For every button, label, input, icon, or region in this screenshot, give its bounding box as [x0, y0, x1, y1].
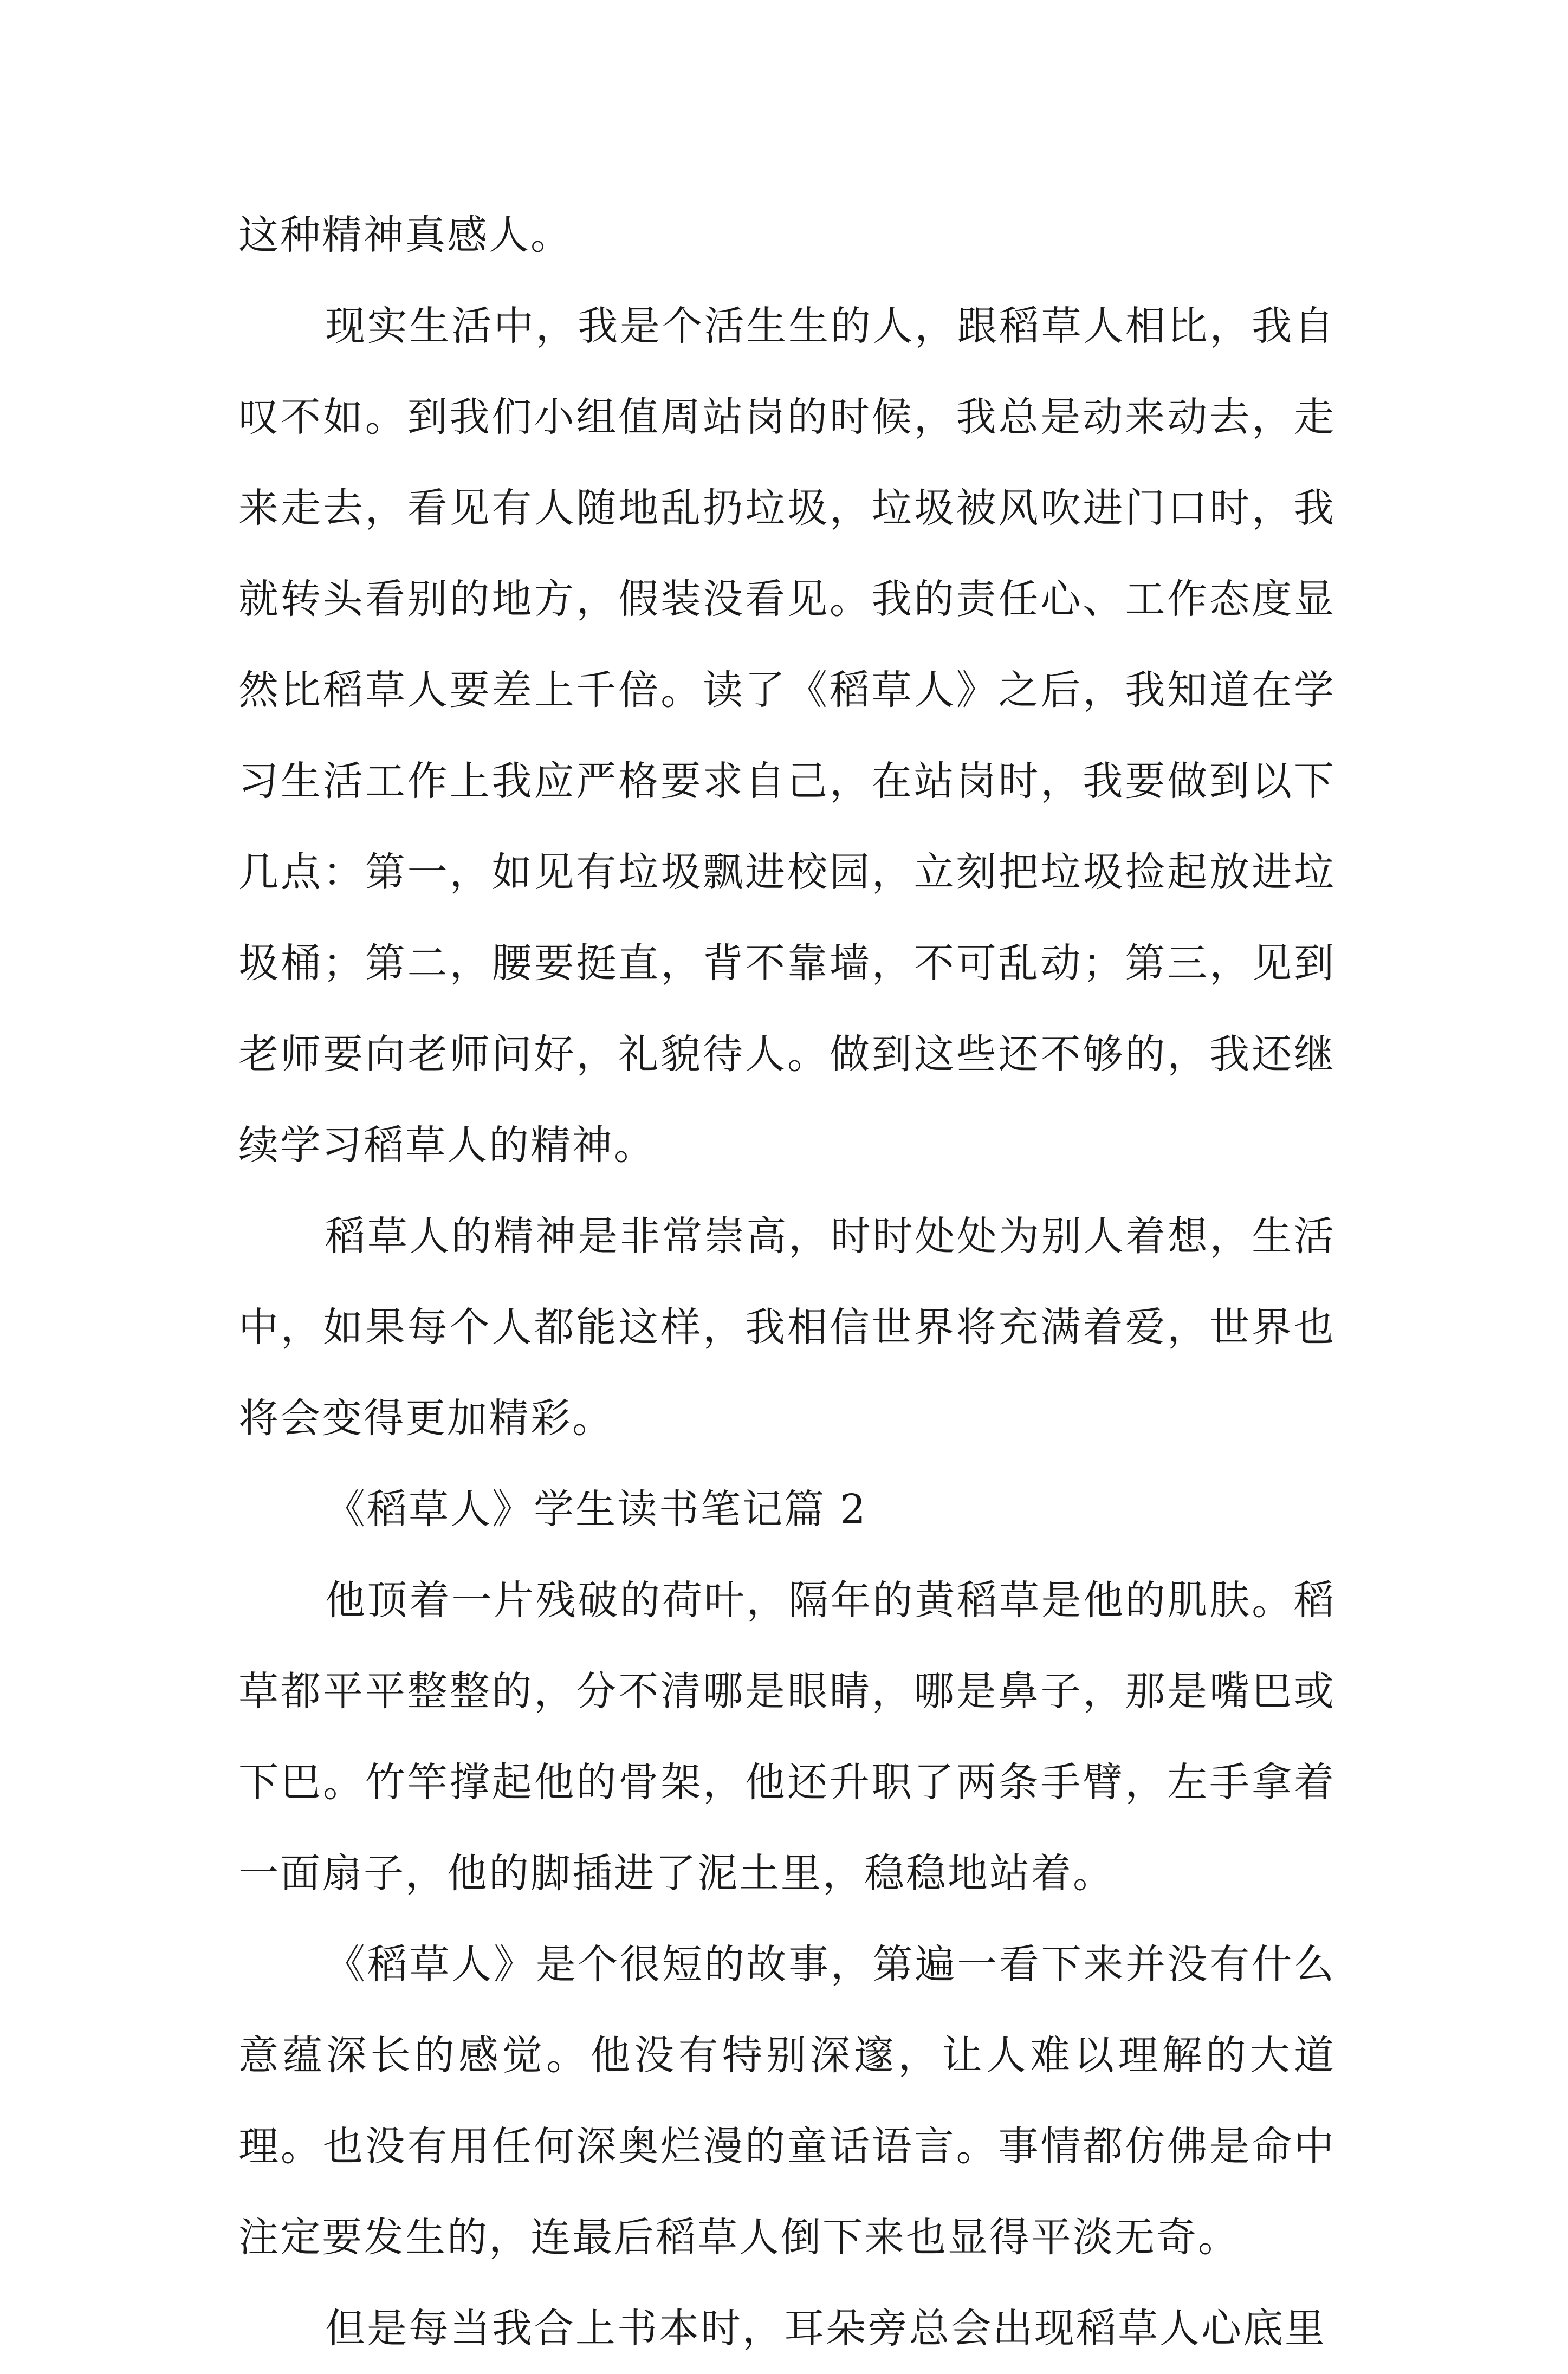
document-body — [238, 190, 1336, 2374]
paragraph-description: 他顶着一片残破的荷叶，隔年的黄稻草是他的肌肤。稻草都平平整整的，分不清哪是眼睛，哪是鼻子，那是嘴巴或下巴。竹竿撑起他的骨架，他还升职了两条手臂，左手拿着一面扇子，他的脚插进了泥土里，稳稳地站着。 — [238, 1577, 1336, 1897]
paragraph-noble-spirit: 稻草人的精神是非常崇高，时时处处为别人着想，生活中，如果每个人都能这样，我相信世界将充满着爱，世界也将会变得更加精彩。 — [238, 1213, 1336, 1442]
paragraph-closing-book: 但是每当我合上书本时，耳朵旁总会出现稻草人心底里 — [325, 2305, 1326, 2352]
paragraph-continuation: 这种精神真感人。 — [238, 212, 572, 258]
paragraph-reality-life: 现实生活中，我是个活生生的人，跟稻草人相比，我自叹不如。到我们小组值周站岗的时候，我总是动来动去，走来走去，看见有人随地乱扔垃圾，垃圾被风吹进门口时，我就转头看别的地方，假装没看见。我的责任心、工作态度显然比稻草人要差上千倍。读了《稻草人》之后，我知道在学习生活工作上我应严格要求自己，在站岗时，我要做到以下几点：第一，如见有垃圾飘进校园，立刻把垃圾捡起放进垃圾桶；第二，腰要挺直，背不靠墙，不可乱动；第三，见到老师要向老师问好，礼貌待人。做到这些还不够的，我还继续学习稻草人的精神。 — [238, 303, 1336, 1169]
section-heading: 《稻草人》学生读书笔记篇 2 — [325, 1486, 867, 1533]
paragraph-short-story: 《稻草人》是个很短的故事，第遍一看下来并没有什么意蕴深长的感觉。他没有特别深邃，让人难以理解的大道理。也没有用任何深奥烂漫的童话语言。事情都仿佛是命中注定要发生的，连最后稻草人倒下来也显得平淡无奇。 — [238, 1941, 1336, 2261]
